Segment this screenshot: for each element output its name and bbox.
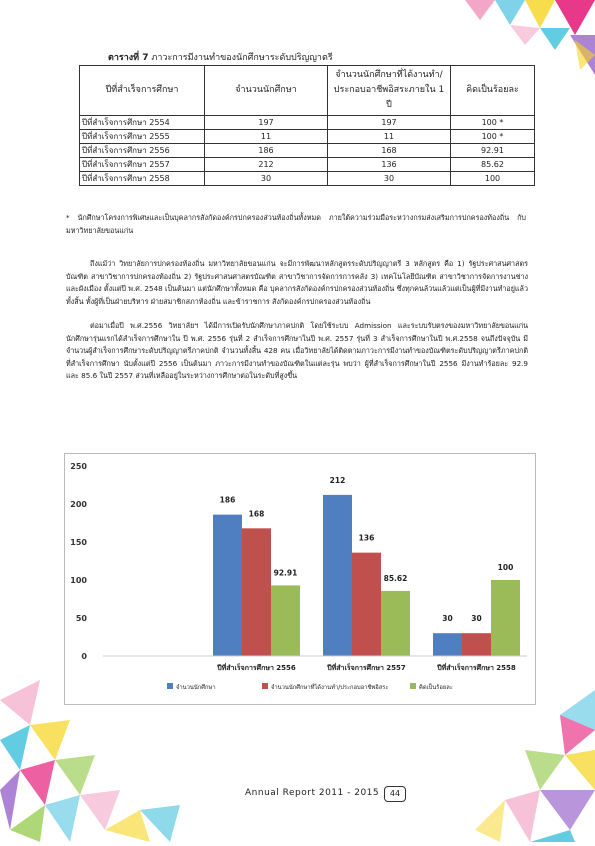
table-cell: 92.91 bbox=[451, 144, 535, 158]
employment-bar-chart bbox=[64, 453, 536, 705]
triangle-pattern bbox=[445, 690, 595, 842]
y-tick-label: 50 bbox=[75, 614, 87, 623]
legend-swatch bbox=[262, 683, 268, 689]
table-cell: 100 * bbox=[451, 130, 535, 144]
table-cell: ปีที่สำเร็จการศึกษา 2558 bbox=[80, 172, 205, 186]
data-label: 92.91 bbox=[273, 568, 298, 578]
table-cell: 85.62 bbox=[451, 158, 535, 172]
chart-bar bbox=[462, 633, 491, 656]
header-year: ปีที่สำเร็จการศึกษา bbox=[80, 66, 205, 116]
table-row bbox=[80, 172, 535, 186]
y-tick-label: 100 bbox=[70, 576, 87, 585]
chart-bar bbox=[433, 633, 462, 656]
data-label: 136 bbox=[358, 533, 375, 543]
table-row bbox=[80, 158, 535, 172]
legend-label: จำนวนนักศึกษา bbox=[176, 685, 216, 691]
table-cell: ปีที่สำเร็จการศึกษา 2557 bbox=[80, 158, 205, 172]
table-caption bbox=[108, 50, 333, 64]
y-tick-label: 250 bbox=[70, 462, 87, 471]
data-label: 85.62 bbox=[383, 573, 408, 583]
y-tick-label: 150 bbox=[70, 538, 87, 547]
table-cell: 197 bbox=[328, 116, 451, 130]
table-cell: 100 bbox=[451, 172, 535, 186]
table-footnote: * นักศึกษาโครงการพิเศษและเป็นบุคลากรสังกัดองค์กรปกครองส่วนท้องถิ่นทั้งหมด ภายใต้ความร่วมมือระหว่างกรมส่งเสริมการปกครองท้องถิ่น กับมหาวิทยาลัยขอนแก่น bbox=[66, 213, 526, 235]
table-cell: 186 bbox=[205, 144, 328, 158]
y-tick-label: 0 bbox=[81, 652, 87, 661]
data-label: 168 bbox=[248, 509, 265, 519]
header-students: จำนวนนักศึกษา bbox=[205, 66, 328, 116]
table-cell: ปีที่สำเร็จการศึกษา 2556 bbox=[80, 144, 205, 158]
table-cell: 168 bbox=[328, 144, 451, 158]
chart-bar bbox=[271, 585, 300, 656]
legend-swatch bbox=[167, 683, 173, 689]
page-number: 44 bbox=[384, 786, 406, 802]
x-tick-label: ปีที่สำเร็จการศึกษา 2557 bbox=[327, 664, 406, 672]
chart-bar bbox=[323, 495, 352, 656]
data-label: 212 bbox=[329, 475, 346, 485]
legend-label: คิดเป็นร้อยละ bbox=[419, 685, 453, 691]
table-cell: 136 bbox=[328, 158, 451, 172]
table-cell: 11 bbox=[328, 130, 451, 144]
table-cell: 30 bbox=[328, 172, 451, 186]
table-row bbox=[80, 116, 535, 130]
chart-svg bbox=[65, 454, 535, 704]
y-tick-label: 200 bbox=[70, 500, 87, 509]
chart-bar bbox=[213, 515, 242, 656]
table-row bbox=[80, 144, 535, 158]
header-percent: คิดเป็นร้อยละ bbox=[451, 66, 535, 116]
table-cell: 212 bbox=[205, 158, 328, 172]
employment-table bbox=[79, 65, 535, 186]
data-label: 100 bbox=[497, 563, 514, 572]
data-label: 30 bbox=[471, 614, 482, 624]
table-cell: 197 bbox=[205, 116, 328, 130]
data-label: 186 bbox=[219, 495, 236, 505]
table-cell: 11 bbox=[205, 130, 328, 144]
body-paragraph-1: ถึงแม้ว่า วิทยาลัยการปกครองท้องถิ่น มหาวิทยาลัยขอนแก่น จะมีการพัฒนาหลักสูตรระดับปริญญาตรี 3 หลักสูตร คือ 1) รัฐประศาสนศาสตรบัณฑิต สาขาวิชาการปกครองท้องถิ่น 2) รัฐประศาสนศาสตรบัณฑิต สาขาวิชาการจัดการการคลัง 3) เทคโนโลยีบัณฑิต สาขาวิชาการจัดการงานช่างและผังเมือง ตั้งแต่ปี พ.ศ. 2548 เป็นต้นมา แต่นักศึกษาทั้งหมด คือ บุคลากรสังกัดองค์กรปกครองส่วนท้องถิ่น ซึ่งทุกคนล้วนแล้วแต่เป็นผู้ที่มีงานทำอยู่แล้วทั้งสิ้น ทั้งผู้ที่เป็นฝ่ายบริหาร ฝ่ายสมาชิกสภาท้องถิ่น และข้าราชการ สังกัดองค์กรปกครองส่วนท้องถิ่น bbox=[66, 259, 528, 306]
data-label: 30 bbox=[442, 614, 453, 624]
chart-bar bbox=[242, 528, 271, 656]
table-cell: 30 bbox=[205, 172, 328, 186]
table-cell: 100 * bbox=[451, 116, 535, 130]
bottom-right-decoration bbox=[445, 690, 595, 842]
legend-label: จำนวนนักศึกษาที่ได้งานทำ/ประกอบอาชีพอิสระ bbox=[271, 685, 389, 691]
chart-bar bbox=[491, 580, 520, 656]
x-tick-label: ปีที่สำเร็จการศึกษา 2556 bbox=[217, 664, 296, 672]
legend-swatch bbox=[410, 683, 416, 689]
table-header-row bbox=[80, 66, 535, 116]
table-cell: ปีที่สำเร็จการศึกษา 2554 bbox=[80, 116, 205, 130]
footer-report-title: Annual Report 2011 - 2015 bbox=[245, 788, 380, 798]
chart-bar bbox=[381, 591, 410, 656]
chart-bar bbox=[352, 553, 381, 656]
table-caption-label: ตารางที่ 7 bbox=[108, 53, 149, 63]
header-employed: จำนวนนักศึกษาที่ได้งานทำ/ประกอบอาชีพอิสระภายใน 1 ปี bbox=[328, 66, 451, 116]
table-caption-text: ภาวะการมีงานทำของนักศึกษาระดับปริญญาตรี bbox=[151, 53, 333, 63]
body-paragraph-2: ต่อมาเมื่อปี พ.ศ.2556 วิทยาลัยฯ ได้มีการเปิดรับนักศึกษาภาคปกติ โดยใช้ระบบ Admission และระบบรับตรงของมหาวิทยาลัยขอนแก่นนักศึกษารุ่นแรกได้สำเร็จการศึกษาใน ปี พ.ศ. 2556 รุ่นที่ 2 สำเร็จการศึกษาในปี พ.ศ. 2557 รุ่นที่ 3 สำเร็จการศึกษาในปี พ.ศ.2558 จนถึงปัจจุบัน มีจำนวนผู้สำเร็จการศึกษาระดับปริญญาตรีภาคปกติ จำนวนทั้งสิ้น 428 คน เมื่อวิทยาลัยได้ติดตามภาวะการมีงานทำของบัณฑิตระดับปริญญาตรีภาคปกติที่สำเร็จการศึกษา นับตั้งแต่ปี 2556 เป็นต้นมา ภาวะการมีงานทำของบัณฑิตในแต่ละรุ่น พบว่า ผู้ที่สำเร็จการศึกษาในปี 2556 มีงานทำร้อยละ 92.9 และ 85.6 ในปี 2557 ส่วนที่เหลืออยู่ในระหว่างการศึกษาต่อในระดับที่สูงขึ้น bbox=[66, 321, 528, 380]
table-cell: ปีที่สำเร็จการศึกษา 2555 bbox=[80, 130, 205, 144]
x-tick-label: ปีที่สำเร็จการศึกษา 2558 bbox=[437, 664, 516, 672]
table-row bbox=[80, 130, 535, 144]
